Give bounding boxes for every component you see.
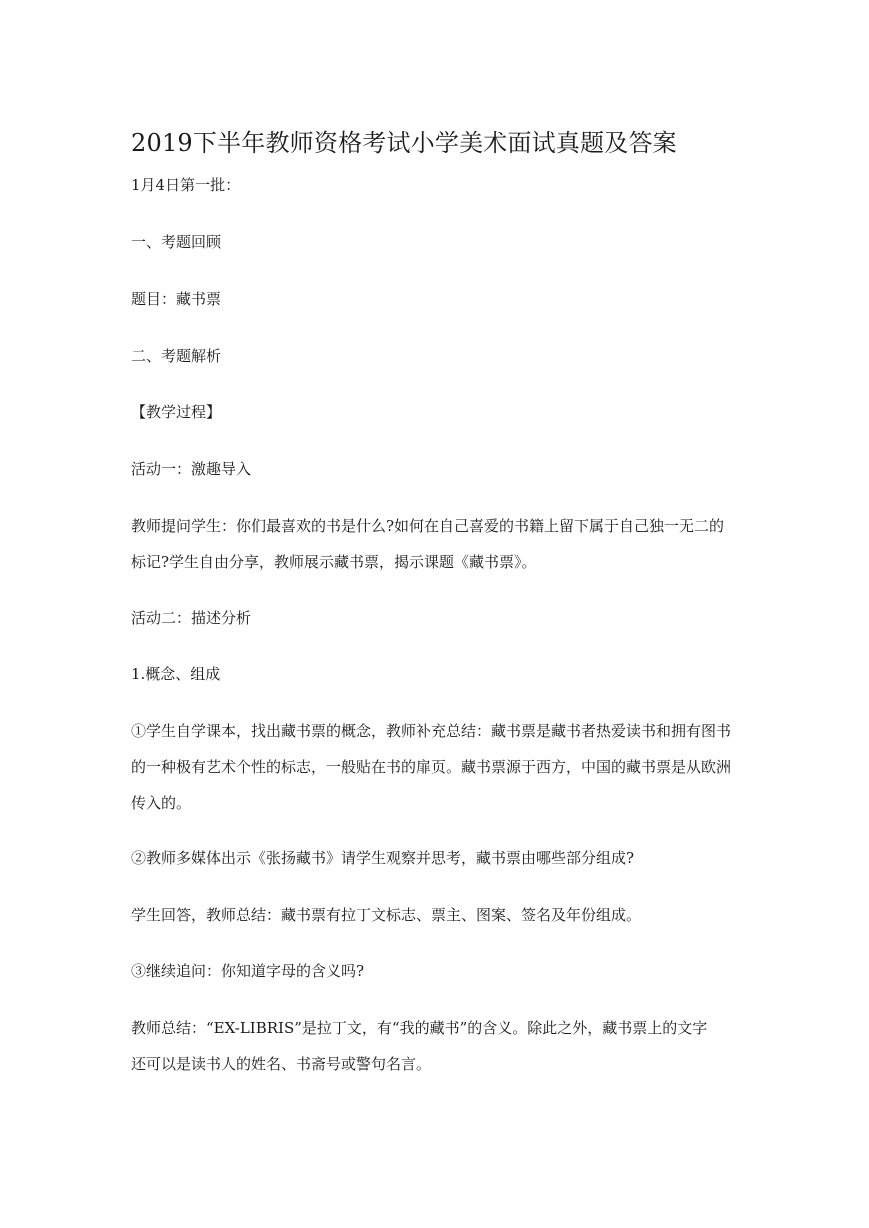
section2-heading: 二、考题解析 (131, 347, 222, 365)
document-title: 2019下半年教师资格考试小学美术面试真题及答案 (131, 129, 677, 157)
point3-line: ③继续追问：你知道字母的含义吗? (131, 962, 365, 980)
activity1-heading: 活动一：激趣导入 (131, 460, 252, 478)
process-heading: 【教学过程】 (131, 403, 222, 421)
point1-paragraph (131, 713, 741, 821)
summary-paragraph (131, 1010, 741, 1082)
point1-line-1: ①学生自学课本，找出藏书票的概念，教师补充总结：藏书票是藏书者热爱读书和拥有图书 (131, 722, 732, 740)
point2-line: ②教师多媒体出示《张扬藏书》请学生观察并思考，藏书票由哪些部分组成? (131, 849, 635, 867)
activity1-paragraph (131, 508, 741, 580)
activity2-heading: 活动二：描述分析 (131, 609, 252, 627)
point1-line-2: 的一种极有艺术个性的标志，一般贴在书的扉页。藏书票源于西方，中国的藏书票是从欧洲 (131, 758, 732, 776)
section1-heading: 一、考题回顾 (131, 233, 222, 251)
summary-line-2: 还可以是读书人的姓名、书斋号或警句名言。 (131, 1055, 432, 1073)
concept-heading: 1.概念、组成 (131, 665, 221, 683)
topic-line: 题目：藏书票 (131, 290, 222, 308)
point1-line-3: 传入的。 (131, 794, 192, 812)
activity1-line-1: 教师提问学生：你们最喜欢的书是什么?如何在自己喜爱的书籍上留下属于自己独一无二的 (131, 517, 725, 535)
activity1-line-2: 标记?学生自由分享，教师展示藏书票，揭示课题《藏书票》。 (131, 553, 537, 571)
date-line: 1月4日第一批： (131, 176, 241, 194)
summary-line-1: 教师总结：“EX-LIBRIS”是拉丁文，有“我的藏书”的含义。除此之外，藏书票上的文字 (131, 1019, 708, 1037)
answer-line: 学生回答，教师总结：藏书票有拉丁文标志、票主、图案、签名及年份组成。 (131, 906, 642, 924)
